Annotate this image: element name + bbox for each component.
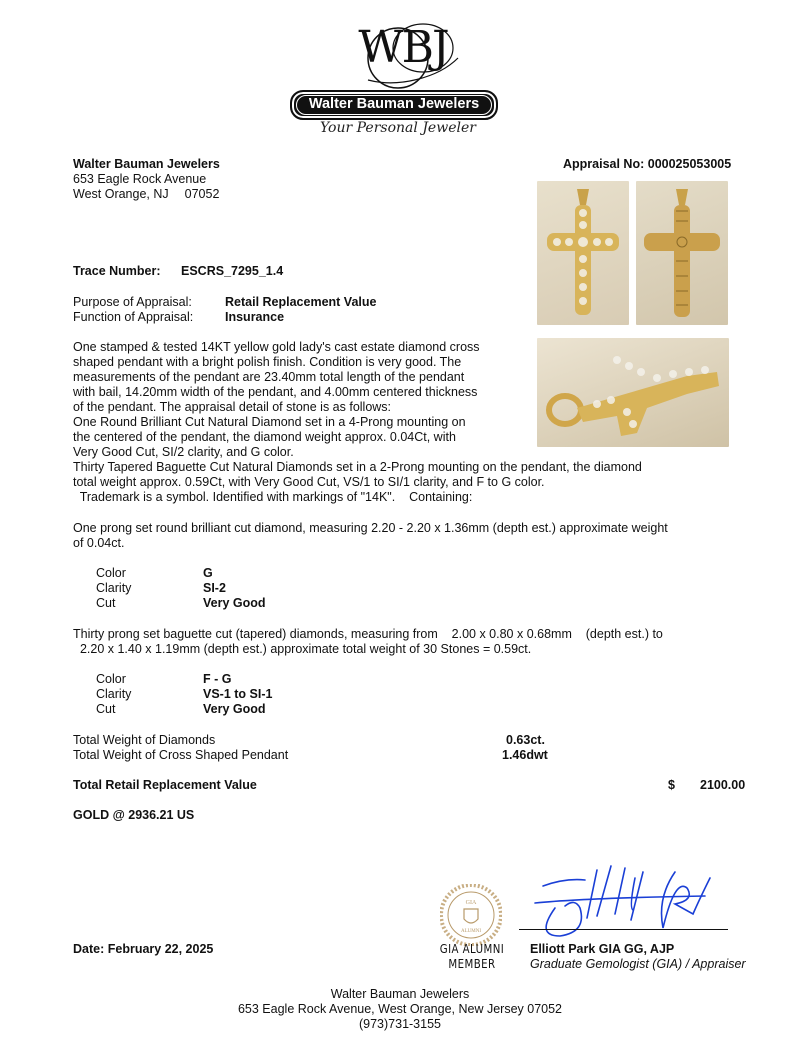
- signature-line: [519, 929, 728, 930]
- grade-row: Cut Very Good: [96, 596, 266, 610]
- logo-tagline: Your Personal Jeweler: [320, 120, 476, 136]
- gia-seal-top-text: GIA: [465, 900, 477, 906]
- appraiser-title: Graduate Gemologist (GIA) / Appraiser: [530, 957, 746, 971]
- pendant-photo-front: [537, 181, 629, 325]
- gia-seal: [440, 884, 502, 946]
- function-value: Insurance: [225, 310, 285, 324]
- total-pendant-value: 1.46dwt: [502, 748, 548, 762]
- total-pendant-label: Total Weight of Cross Shaped Pendant: [73, 748, 289, 762]
- purpose-value: Retail Replacement Value: [225, 295, 377, 309]
- total-retail-label: Total Retail Replacement Value: [73, 778, 257, 792]
- trace-number-value: ESCRS_7295_1.4: [181, 264, 284, 278]
- total-diamonds-label: Total Weight of Diamonds: [73, 733, 216, 747]
- currency-symbol: $: [668, 778, 675, 792]
- cross-pendant-back-icon: [636, 181, 728, 325]
- company-logo: [288, 18, 512, 140]
- gold-price: GOLD @ 2936.21 US: [73, 808, 195, 822]
- total-diamonds-value: 0.63ct.: [506, 733, 545, 747]
- appraiser-signature: [525, 858, 715, 943]
- pendant-photo-back: [636, 181, 728, 325]
- appraisal-number: Appraisal No: 000025053005: [563, 157, 732, 171]
- logo-banner: Walter Bauman Jewelers: [290, 90, 498, 120]
- logo-monogram: WBJ: [328, 18, 478, 90]
- footer: Walter Bauman Jewelers 653 Eagle Rock Avenue, West Orange, New Jersey 07052 (973)731-3155: [237, 987, 563, 1031]
- stone1-description: One prong set round brilliant cut diamond, measuring 2.20 - 2.20 x 1.36mm (depth est.) approximate weight of 0.04ct.: [73, 521, 668, 550]
- cross-pendant-front-icon: [537, 181, 629, 325]
- gia-seal-icon: [440, 884, 502, 946]
- appraiser-name: Elliott Park GIA GG, AJP: [530, 942, 675, 956]
- company-address: 653 Eagle Rock Avenue: [73, 172, 207, 186]
- grade-row: Clarity VS-1 to SI-1: [96, 687, 273, 701]
- company-city: West Orange, NJ 07052: [73, 187, 220, 201]
- gia-seal-bottom-text: ALUMNI: [461, 929, 481, 934]
- stone1-grades: [96, 566, 266, 611]
- grade-row: Clarity SI-2: [96, 581, 226, 595]
- stone2-grades: [96, 672, 273, 717]
- gia-alumni-badge: GIA ALUMNI MEMBER: [439, 942, 505, 971]
- stone2-description: Thirty prong set baguette cut (tapered) diamonds, measuring from 2.00 x 0.80 x 0.68mm (depth est.) to 2.20 x 1.40 x 1.19mm (depth est.) approximate total weight of 30 Stones = 0.59ct.: [73, 627, 663, 656]
- grade-row: Color F - G: [96, 672, 232, 686]
- appraisal-date: Date: February 22, 2025: [73, 942, 214, 956]
- grade-row: Cut Very Good: [96, 702, 266, 716]
- item-description: One stamped & tested 14KT yellow gold lady's cast estate diamond cross shaped pendant with a bright polish finish. Condition is very good. The measurements of the pendant are 23.40mm total length of the pendant with bail, 14.20mm width of the pendant, and 4.00mm centered thickness of the pendant. The appraisal detail of stone is as follows: One Round Brilliant Cut Natural Diamond set in a 4-Prong mounting on the centered of the pendant, the diamond weight approx. 0.04Ct, with Very Good Cut, SI/2 clarity, and G color. Thirty Tapered Baguette Cut Natural Diamonds set in a 2-Prong mounting on the pendant, the diamond total weight approx. 0.59Ct, with Very Good Cut, VS/1 to SI/1 clarity, and F to G color. Trademark is a symbol. Identified with markings of "14K". Containing:: [73, 340, 642, 504]
- grade-row: Color G: [96, 566, 213, 580]
- function-label: Function of Appraisal:: [73, 310, 194, 324]
- purpose-label: Purpose of Appraisal:: [73, 295, 192, 309]
- company-name: Walter Bauman Jewelers: [73, 157, 220, 171]
- total-retail-value: 2100.00: [700, 778, 746, 792]
- trace-number-label: Trace Number:: [73, 264, 161, 278]
